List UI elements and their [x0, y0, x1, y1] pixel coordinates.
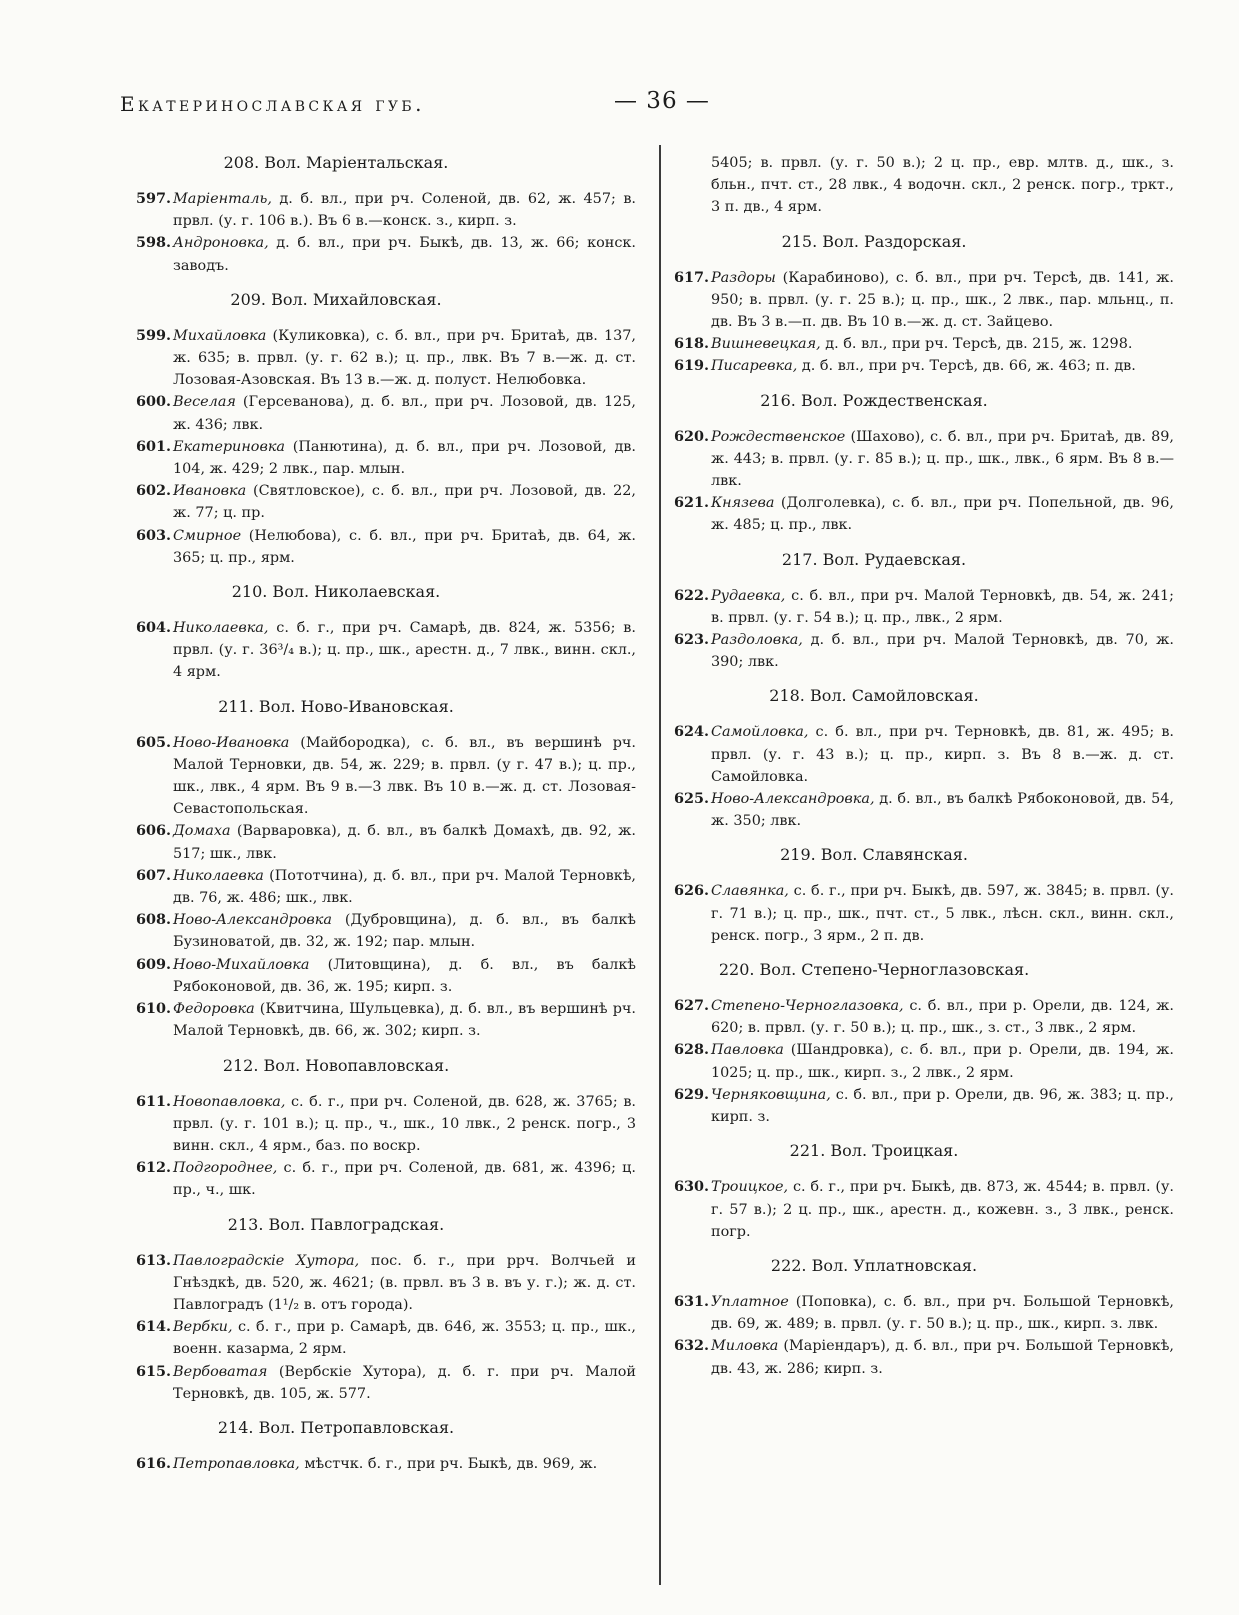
- volost-heading: 211. Вол. Ново-Ивановская.: [218, 696, 454, 716]
- entry-text: с. б. вл., при рч. Терновкѣ, дв. 81, ж. 495; в. првл. (у. г. 43 в.); ц. пр., кирп. з. Въ 8 в.—ж. д. ст. Самойловка.: [711, 724, 1174, 785]
- volost-heading: 219. Вол. Славянская.: [780, 845, 968, 865]
- entry: [674, 788, 1174, 832]
- entry-number: 620.: [674, 427, 710, 445]
- entry-number: 613.: [136, 1251, 172, 1269]
- place-name: Павлоградскіе Хутора,: [173, 1252, 360, 1269]
- entry-number: 601.: [136, 437, 172, 455]
- entry: [674, 629, 1174, 673]
- entry: [674, 1335, 1174, 1379]
- entry-number: 599.: [136, 326, 172, 344]
- entry-number: 607.: [136, 866, 172, 884]
- place-name: Ново-Александровка: [173, 912, 332, 929]
- entry: [136, 865, 636, 909]
- entry-number: 611.: [136, 1092, 172, 1110]
- entry: [136, 391, 636, 435]
- entry: [136, 188, 636, 232]
- entry: [136, 1361, 636, 1405]
- entry-text: с. б. вл., при рч. Малой Терновкѣ, дв. 54, ж. 241; в. првл. (у. г. 54 в.); ц. пр., лвк., 2 ярм.: [711, 587, 1174, 626]
- entry: [674, 721, 1174, 788]
- entry-text: (Панютина), д. б. вл., при рч. Лозовой, дв. 104, ж. 429; 2 лвк., пар. млын.: [173, 438, 636, 478]
- place-name: Андроновка,: [173, 235, 269, 252]
- entry-number: 598.: [136, 234, 172, 252]
- entry-text: (Квитчина, Шульцевка), д. б. вл., въ вершинѣ рч. Малой Терновкѣ, дв. 66, ж. 302; кирп. з.: [173, 1001, 636, 1040]
- volost-heading: 220. Вол. Степено-Черноглазовская.: [718, 960, 1030, 980]
- entry: [674, 880, 1174, 947]
- place-name: Вишневецкая,: [711, 336, 821, 353]
- place-name: Маріенталь,: [173, 191, 272, 207]
- place-name: Вербки,: [173, 1319, 233, 1336]
- entry-text: с. б. г., при рч. Соленой, дв. 628, ж. 3765; в. првл. (у. г. 101 в.); ц. пр., ч., шк., 10 лвк., 2 ренск. погр., 3 винн. скл., 4 ярм., баз. по воскр.: [173, 1093, 636, 1154]
- entry-number: 617.: [674, 268, 710, 286]
- volost-heading: 209. Вол. Михайловская.: [230, 289, 442, 309]
- entry: [674, 995, 1174, 1039]
- page-number: — 36 —: [614, 88, 710, 114]
- place-name: Павловка: [711, 1042, 784, 1059]
- entry-text: пос. б. г., при ррч. Волчьей и Гнѣздкѣ, дв. 520, ж. 4621; (в. првл. въ 3 в. въ у. г.); ж. д. ст. Павлоградъ (1¹/₂ в. отъ города).: [173, 1252, 636, 1313]
- place-name: Уплатное: [711, 1293, 789, 1310]
- entry-text: с. б. г., при рч. Быкѣ, дв. 597, ж. 3845; в. првл. (у. г. 71 в.); ц. пр., шк., пчт. ст., 5 лвк., лѣсн. скл., винн. скл., ренск. погр., 3 ярм., 2 п. дв.: [711, 883, 1174, 944]
- entry: [674, 1084, 1174, 1128]
- entry-number: 630.: [674, 1178, 710, 1196]
- entry-text: 5405; в. првл. (у. г. 50 в.); 2 ц. пр., евр. млтв. д., шк., з. бльн., пчт. ст., 28 лвк., 4 водочн. скл., 2 ренск. погр., тркт., 3 п. дв., 4 ярм.: [711, 155, 1174, 216]
- place-name: Рудаевка,: [711, 587, 786, 604]
- entry-text: (Майбородка), с. б. вл., въ вершинѣ рч. Малой Терновки, дв. 54, ж. 229; в. првл. (у г. 47 в.); ц. пр., шк., лвк., 4 ярм. Въ 9 в.—3 лвк. Въ 10 в.—ж. д. ст. Лозовая-Севастопольская.: [173, 734, 636, 818]
- entry-number: 602.: [136, 482, 172, 500]
- entry-text: (Шандровка), с. б. вл., при р. Орели, дв. 194, ж. 1025; ц. пр., шк., кирп. з., 2 лвк., 2 ярм.: [711, 1042, 1174, 1081]
- entry-text: (Куликовка), с. б. вл., при рч. Бритаѣ, дв. 137, ж. 635; в. првл. (у. г. 62 в.); ц. пр., лвк. Въ 7 в.—ж. д. ст. Лозовая-Азовская. Въ 13 в.—ж. д. полуст. Нелюбовка.: [173, 327, 636, 389]
- entry-number: 627.: [674, 997, 710, 1015]
- column-divider: [659, 145, 661, 1585]
- entry-text: (Маріендаръ), д. б. вл., при рч. Большой Терновкѣ, дв. 43, ж. 286; кирп. з.: [711, 1338, 1174, 1377]
- entry-text: (Карабиново), с. б. вл., при рч. Терсѣ, дв. 141, ж. 950; в. првл. (у. г. 25 в.); ц. пр., шк., 2 лвк., пар. мльнц., п. дв. Въ 3 в.—п. дв. Въ 10 в.—ж. д. ст. Зайцево.: [711, 269, 1174, 331]
- entry-text: д. б. вл., при рч. Малой Терновкѣ, дв. 70, ж. 390; лвк.: [711, 632, 1174, 671]
- place-name: Ново-Александровка,: [711, 791, 875, 808]
- place-name: Князева: [711, 495, 775, 512]
- place-name: Федоровка: [173, 1001, 255, 1018]
- entry-text: (Поповка), с. б. вл., при рч. Большой Терновкѣ, дв. 69, ж. 489; в. првл. (у. г. 50 в.); ц. пр., шк., кирп. з. лвк.: [711, 1293, 1174, 1333]
- page-header: [120, 88, 1200, 132]
- place-name: Веселая: [173, 394, 236, 411]
- entry: [674, 152, 1174, 219]
- entry-number: 622.: [674, 586, 710, 604]
- running-title: Екатеринославская губ.: [120, 92, 425, 116]
- entry: [136, 1157, 636, 1201]
- entry: [136, 1316, 636, 1360]
- place-name: Вербоватая: [173, 1363, 268, 1380]
- entry-number: 606.: [136, 822, 172, 840]
- place-name: Раздоловка,: [711, 632, 803, 649]
- volost-heading: 216. Вол. Рождественская.: [760, 390, 988, 410]
- entry: [136, 820, 636, 864]
- entry-number: 624.: [674, 723, 710, 741]
- volost-heading: 212. Вол. Новопавловская.: [222, 1055, 450, 1075]
- entry-number: 615.: [136, 1362, 172, 1380]
- entry-number: 600.: [136, 393, 172, 411]
- entry-number: 629.: [674, 1085, 710, 1103]
- entry-text: с. б. г., при рч. Самарѣ, дв. 824, ж. 5356; в. првл. (у. г. 36³/₄ в.); ц. пр., шк., арестн. д., 7 лвк., винн. скл., 4 ярм.: [173, 620, 636, 681]
- entry: [674, 333, 1174, 355]
- place-name: Писаревка,: [711, 358, 798, 375]
- entry-text: д. б. вл., при рч. Соленой, дв. 62, ж. 457; в. првл. (у. г. 106 в.). Въ 6 в.—конск. з., кирп. з.: [173, 191, 636, 230]
- volost-heading: 222. Вол. Уплатновская.: [770, 1255, 978, 1275]
- place-name: Рождественское: [711, 428, 846, 445]
- place-name: Михайловка: [173, 327, 267, 344]
- entry: [674, 267, 1174, 334]
- entry-text: мѣстчк. б. г., при рч. Быкѣ, дв. 969, ж.: [299, 1455, 598, 1472]
- entry-text: д. б. вл., при рч. Терсѣ, дв. 66, ж. 463; п. дв.: [797, 358, 1136, 375]
- entry: [136, 480, 636, 524]
- place-name: Новопавловка,: [173, 1093, 286, 1110]
- place-name: Николаевка: [173, 867, 264, 884]
- entry-number: 605.: [136, 733, 172, 751]
- entry-number: 597.: [136, 190, 172, 207]
- volost-heading: 221. Вол. Троицкая.: [789, 1141, 959, 1161]
- entry-text: (Дубровщина), д. б. вл., въ балкѣ Бузиноватой, дв. 32, ж. 192; пар. млын.: [173, 912, 636, 951]
- entry-text: с. б. г., при рч. Быкѣ, дв. 873, ж. 4544; в. првл. (у. г. 57 в.); 2 ц. пр., шк., арестн. д., кожевн. з., 3 лвк., ренск. погр.: [711, 1179, 1174, 1240]
- place-name: Ново-Михайловка: [173, 956, 310, 973]
- volost-heading: 210. Вол. Николаевская.: [231, 582, 441, 602]
- entry-text: с. б. вл., при р. Орели, дв. 124, ж. 620; в. првл. (у. г. 50 в.); ц. пр., шк., з. ст., 3 лвк., 2 ярм.: [711, 998, 1174, 1037]
- place-name: Екатериновка: [173, 438, 286, 455]
- entry-number: 604.: [136, 619, 172, 637]
- left-column: [136, 152, 636, 1475]
- entry-number: 628.: [674, 1041, 710, 1059]
- entry-text: (Шахово), с. б. вл., при рч. Бритаѣ, дв. 89, ж. 443; в. првл. (у. г. 85 в.); ц. пр., шк., лвк., 6 ярм. Въ 8 в.—лвк.: [711, 428, 1174, 490]
- entry: [674, 426, 1174, 493]
- entry-number: 626.: [674, 882, 710, 900]
- entry: [674, 492, 1174, 536]
- entry-number: 631.: [674, 1292, 710, 1310]
- entry-number: 608.: [136, 911, 172, 929]
- entry-text: (Нелюбова), с. б. вл., при рч. Бритаѣ, дв. 64, ж. 365; ц. пр., ярм.: [173, 527, 636, 566]
- entry-number: 614.: [136, 1318, 172, 1336]
- place-name: Подгороднее,: [173, 1160, 278, 1177]
- entry-text: (Вербскіе Хутора), д. б. г. при рч. Малой Терновкѣ, дв. 105, ж. 577.: [173, 1363, 636, 1402]
- entry: [136, 232, 636, 276]
- entry: [136, 436, 636, 480]
- entry: [136, 1453, 636, 1475]
- volost-heading: 214. Вол. Петропавловская.: [217, 1417, 455, 1437]
- entry-text: с. б. г., при р. Самарѣ, дв. 646, ж. 3553; ц. пр., шк., военн. казарма, 2 ярм.: [173, 1319, 636, 1358]
- place-name: Ново-Ивановка: [173, 734, 290, 751]
- place-name: Троицкое,: [711, 1179, 789, 1196]
- place-name: Славянка,: [711, 883, 789, 900]
- entry: [136, 998, 636, 1042]
- entry: [136, 525, 636, 569]
- entry: [674, 355, 1174, 377]
- right-column: [674, 152, 1174, 1380]
- place-name: Раздоры: [711, 269, 776, 286]
- place-name: Ивановка: [173, 483, 247, 500]
- entry-number: 625.: [674, 790, 710, 808]
- volost-heading: 213. Вол. Павлоградская.: [227, 1214, 445, 1234]
- entry: [674, 1039, 1174, 1083]
- place-name: Миловка: [711, 1338, 779, 1355]
- entry: [674, 585, 1174, 629]
- place-name: Черняковщина,: [711, 1086, 831, 1103]
- entry-text: с. б. вл., при р. Орели, дв. 96, ж. 383; ц. пр., кирп. з.: [711, 1086, 1174, 1126]
- entry: [674, 1291, 1174, 1335]
- entry-number: 603.: [136, 526, 172, 544]
- place-name: Степено-Черноглазовка,: [711, 998, 904, 1015]
- entry-text: (Святловское), с. б. вл., при рч. Лозовой, дв. 22, ж. 77; ц. пр.: [173, 483, 636, 522]
- entry-number: 612.: [136, 1159, 172, 1177]
- entry-text: (Пототчина), д. б. вл., при рч. Малой Терновкѣ, дв. 76, ж. 486; шк., лвк.: [173, 867, 636, 907]
- entry-number: 623.: [674, 631, 710, 649]
- volost-heading: 208. Вол. Маріентальская.: [223, 153, 449, 172]
- entry-text: д. б. вл., при рч. Быкѣ, дв. 13, ж. 66; конск. заводъ.: [173, 235, 636, 274]
- entry: [136, 1091, 636, 1158]
- entry-text: (Варваровка), д. б. вл., въ балкѣ Домахѣ, дв. 92, ж. 517; шк., лвк.: [173, 823, 636, 862]
- volost-heading: 217. Вол. Рудаевская.: [781, 549, 967, 569]
- entry-text: (Долголевка), с. б. вл., при рч. Попельной, дв. 96, ж. 485; ц. пр., лвк.: [711, 495, 1174, 534]
- entry: [674, 1176, 1174, 1243]
- entry-number: 632.: [674, 1337, 710, 1355]
- entry-text: д. б. вл., въ балкѣ Рябоконовой, дв. 54, ж. 350; лвк.: [711, 791, 1174, 830]
- entry-number: 610.: [136, 1000, 172, 1018]
- entry: [136, 1250, 636, 1317]
- entry-number: 619.: [674, 357, 710, 375]
- entry: [136, 325, 636, 392]
- place-name: Николаевка,: [173, 620, 269, 637]
- volost-heading: 215. Вол. Раздорская.: [781, 231, 967, 251]
- entry-text: с. б. г., при рч. Соленой, дв. 681, ж. 4396; ц. пр., ч., шк.: [173, 1160, 636, 1199]
- entry-text: (Герсеванова), д. б. вл., при рч. Лозовой, дв. 125, ж. 436; лвк.: [173, 394, 636, 433]
- entry: [136, 617, 636, 684]
- volost-heading: 218. Вол. Самойловская.: [769, 686, 979, 706]
- entry-number: 621.: [674, 494, 710, 512]
- place-name: Смирное: [173, 527, 242, 544]
- entry: [136, 954, 636, 998]
- entry-number: 609.: [136, 955, 172, 973]
- entry-number: 618.: [674, 335, 710, 353]
- entry: [136, 732, 636, 821]
- entry-text: (Литовщина), д. б. вл., въ балкѣ Рябоконовой, дв. 36, ж. 195; кирп. з.: [173, 956, 636, 995]
- entry-number: 616.: [136, 1454, 172, 1472]
- entry: [136, 909, 636, 953]
- place-name: Петропавловка,: [173, 1455, 300, 1472]
- place-name: Самойловка,: [711, 724, 809, 741]
- place-name: Домаха: [173, 823, 231, 840]
- entry-text: д. б. вл., при рч. Терсѣ, дв. 215, ж. 1298.: [820, 336, 1133, 353]
